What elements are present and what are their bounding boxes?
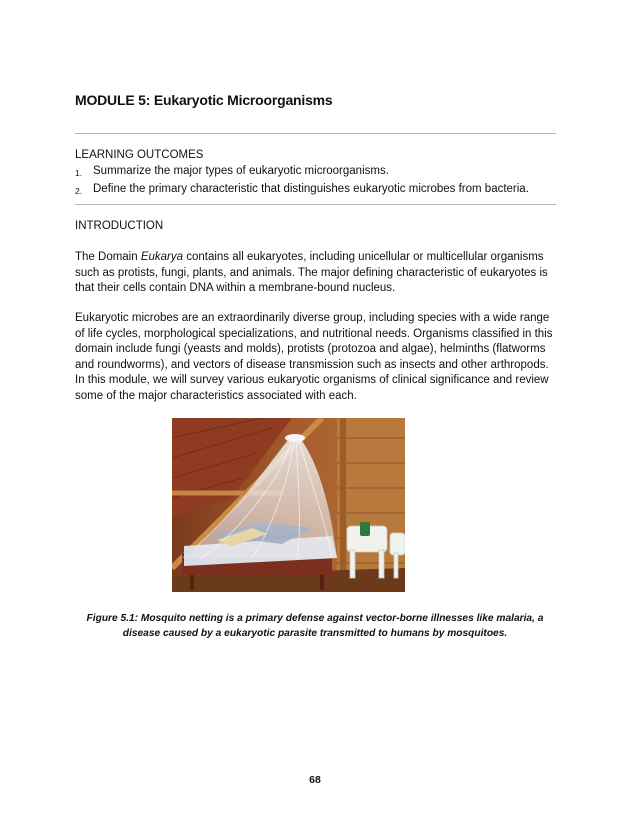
divider <box>75 133 556 134</box>
introduction-heading: INTRODUCTION <box>75 220 164 232</box>
list-item-text: Summarize the major types of eukaryotic microorganisms. <box>93 165 389 177</box>
list-number: 1. <box>75 168 83 178</box>
learning-outcomes-list <box>75 164 565 199</box>
intro-emphasis: Eukarya <box>140 251 184 263</box>
intro-paragraph-2: Eukaryotic microbes are an extraordinarily diverse group, including species with a wide range of life cycles, morphological specializations, and nutritional needs. Organisms classified in this domain include fungi (yeasts and molds), protists (protozoa and algae), helminths (flatworms and roundworms), and vectors of disease transmission such as insects and other arthropods. In this module, we will survey various eukaryotic organisms of clinical significance and review some of the major characteristics associated with each. <box>75 312 553 402</box>
figure-caption <box>75 612 555 641</box>
caption-line: disease caused by a eukaryotic parasite transmitted to humans by mosquitoes. <box>122 627 508 639</box>
divider <box>75 204 556 205</box>
page-title: MODULE 5: Eukaryotic Microorganisms <box>75 92 333 108</box>
list-item <box>75 182 565 200</box>
list-number: 2. <box>75 185 83 196</box>
intro-paragraph-1 <box>75 250 560 297</box>
list-item-text: Define the primary characteristic that distinguishes eukaryotic microbes from bacteria. <box>93 182 529 195</box>
intro-text: contains all eukaryotes, including unicellular or multicellular organisms such as protists, fungi, plants, and animals. The major defining characteristic of eukaryotes is that their cells contain DNA within a membrane-bound nucleus. <box>75 251 548 295</box>
learning-outcomes-heading: LEARNING OUTCOMES <box>75 149 204 161</box>
caption-line: Figure 5.1: Mosquito netting is a primary defense against vector-borne illnesses like malaria, a <box>86 613 544 624</box>
page-number: 68 <box>309 774 321 786</box>
intro-text: The Domain <box>75 251 141 263</box>
list-item <box>75 164 565 182</box>
mosquito-net-photo <box>172 418 405 592</box>
